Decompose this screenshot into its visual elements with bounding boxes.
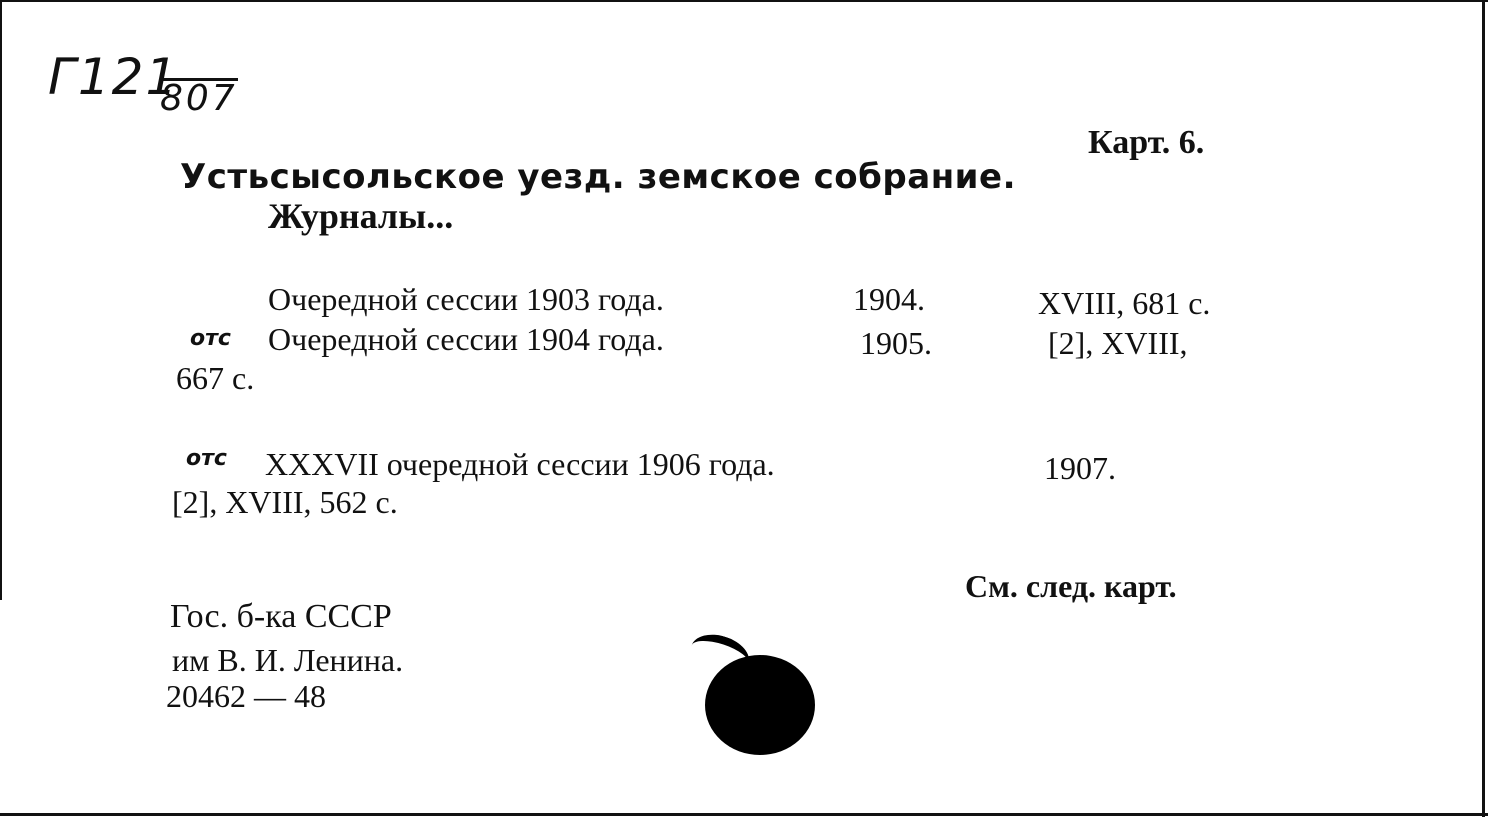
shelfmark-sub: 807 [160,78,238,119]
shelfmark: Г121 [48,48,180,106]
right-border [1482,0,1485,817]
entry-year: 1904. [853,281,925,317]
entry-desc: [2], XVIII, [1048,325,1188,361]
handwritten-mark: отс [190,326,231,351]
left-border [0,0,2,600]
entry-title: Очередной сессии 1903 года. [268,281,664,317]
library-line: 20462 — 48 [166,678,326,714]
top-border [0,0,1488,2]
library-line: им В. И. Ленина. [172,642,404,678]
library-line: Гос. б-ка СССР [170,598,392,635]
entry-desc: XVIII, 681 с. [1038,285,1211,321]
subtitle: Журналы... [268,196,454,236]
page-title: Устьсысольское уезд. земское собрание. [180,157,1016,197]
entry-desc-continued: [2], XVIII, 562 с. [172,484,398,520]
handwritten-mark: отс [186,446,227,471]
bottom-border [0,813,1488,816]
ink-blot [705,655,815,755]
entry-title: Очередной сессии 1904 года. [268,321,664,357]
see-next-card: См. след. карт. [965,568,1177,604]
entry-year: 1907. [1044,450,1116,486]
entry-desc-continued: 667 с. [176,360,255,396]
entry-year: 1905. [860,325,932,361]
entry-title: XXXVII очередной сессии 1906 года. [265,446,775,482]
card-number: Карт. 6. [1088,124,1205,161]
